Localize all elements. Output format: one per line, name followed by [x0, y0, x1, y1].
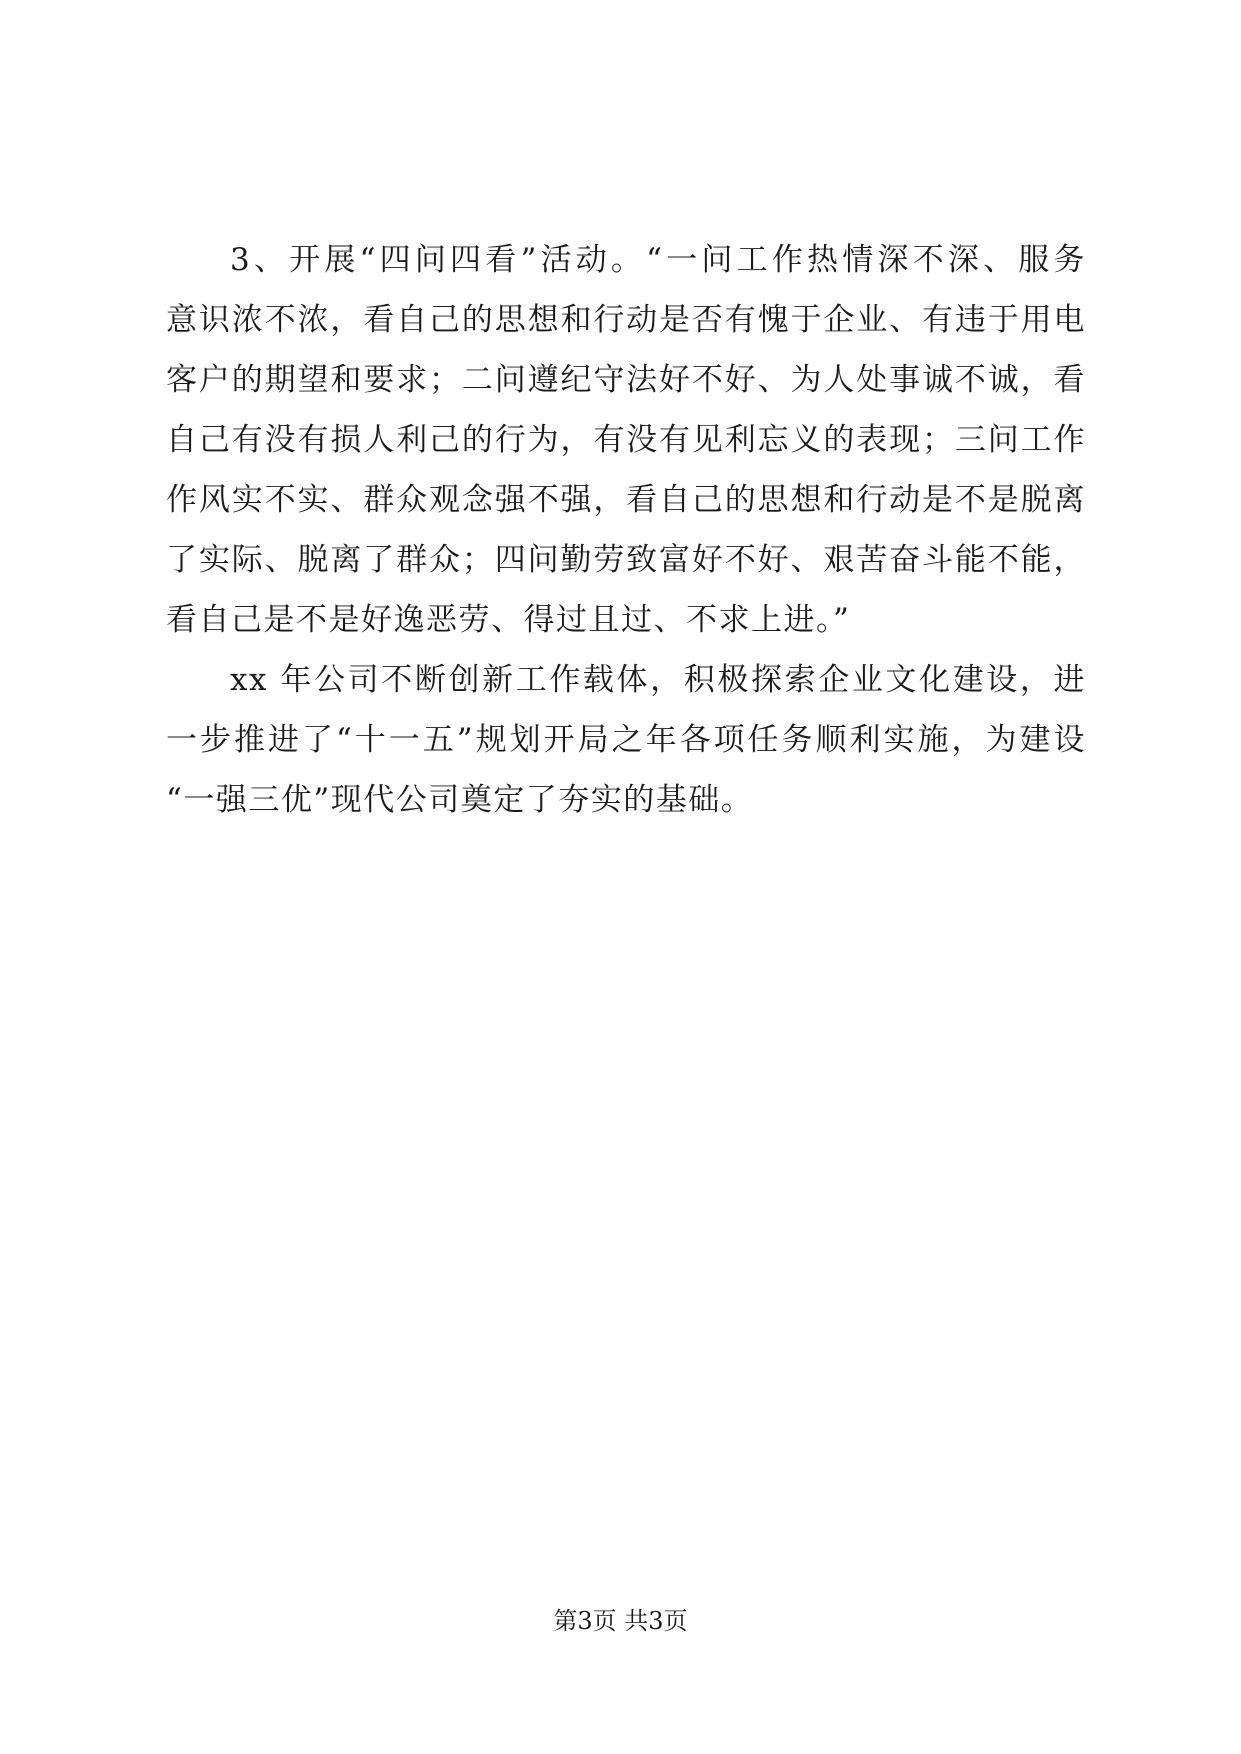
document-body — [166, 230, 1086, 830]
paragraph-1-line-6: 了实际、脱离了群众；四问勤劳致富好不好、艰苦奋斗能不能， — [166, 542, 1086, 578]
page-number-footer: 第3页 共3页 — [553, 1607, 688, 1635]
paragraph-1-line-2: 意识浓不浓，看自己的思想和行动是否有愧于企业、有违于用电 — [166, 302, 1086, 338]
paragraph-1-line-7: 看自己是不是好逸恶劳、得过且过、不求上进。” — [166, 602, 851, 638]
paragraph-1-line-3: 客户的期望和要求；二问遵纪守法好不好、为人处事诚不诚，看 — [166, 362, 1086, 398]
paragraph-2-line-1: xx 年公司不断创新工作载体，积极探索企业文化建设，进 — [230, 662, 1086, 698]
paragraph-1-line-5: 作风实不实、群众观念强不强，看自己的思想和行动是不是脱离 — [166, 482, 1086, 518]
paragraph-2-line-3: “一强三优”现代公司奠定了夯实的基础。 — [166, 782, 754, 818]
paragraph-2-line-2: 一步推进了“十一五”规划开局之年各项任务顺利实施，为建设 — [166, 722, 1086, 758]
paragraph-1-line-1: 3、开展“四问四看”活动。“一问工作热情深不深、服务 — [230, 242, 1086, 278]
paragraph-1-line-4: 自己有没有损人利己的行为，有没有见利忘义的表现；三问工作 — [166, 422, 1086, 458]
